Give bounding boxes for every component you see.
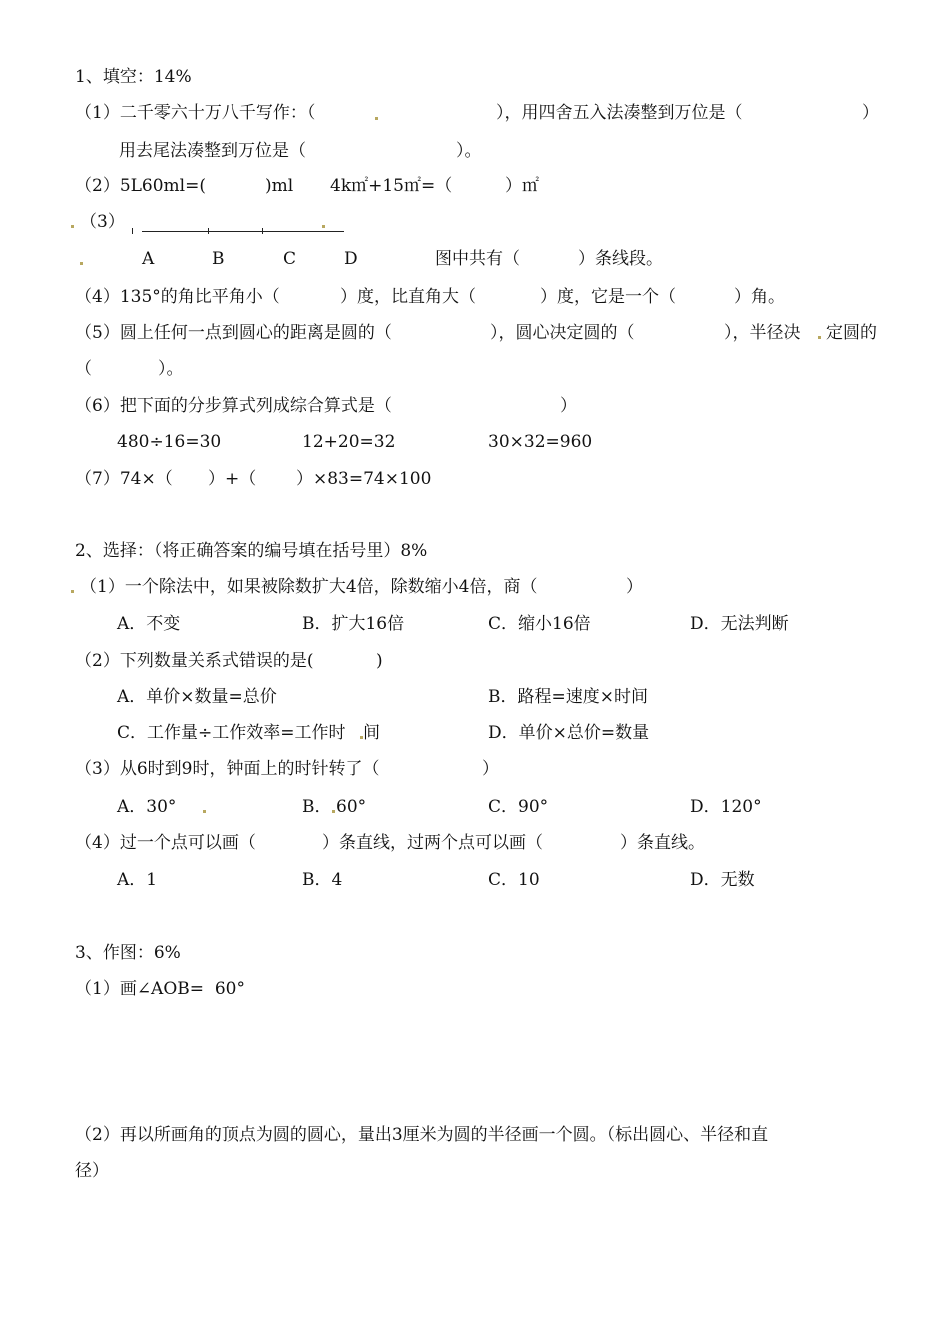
q2-3-text: （3）从6时到9时，钟面上的时针转了（ [75,759,380,779]
scan-dot [332,810,335,813]
q1-6-text-a: （6）把下面的分步算式列成综合算式是（ [75,396,392,416]
q2-1-text: （1）一个除法中，如果被除数扩大4倍，除数缩小4倍，商（ [80,577,538,597]
q1-2-text-b: )ml [265,176,294,196]
point-label-d: D [344,249,358,269]
q1-7-text-b: ）+（ [208,469,257,489]
section2-title: 2、选择：（将正确答案的编号填在括号里）8% [75,541,428,561]
q2-2-option-c-end: 间 [363,723,380,743]
q1-6-step-1: 480÷16=30 [117,432,222,452]
q2-3-option-a: A．30° [117,797,177,817]
q2-1-text-end: ） [626,577,643,597]
q1-4-text-a: （4）135°的角比平角小（ [75,287,280,307]
q2-4-text-c: ）条直线。 [620,833,705,853]
q2-2-option-a: A．单价×数量=总价 [117,687,277,707]
section3-title: 3、作图：6% [75,943,181,963]
section1-title: 1、填空：14% [75,67,192,87]
q2-3-option-c: C．90° [488,797,549,817]
line-segment-abcd [142,231,344,232]
q1-4-text-c: ）度，它是一个（ [540,287,676,307]
q1-1-text-c: ） [862,103,879,123]
scan-dot [818,336,821,339]
q1-1-text-b: ），用四舍五入法凑整到万位是（ [496,103,743,123]
point-label-c: C [283,249,297,269]
q2-4-text-b: ）条直线，过两个点可以画（ [322,833,543,853]
q1-7-text-a: （7）74×（ [75,469,173,489]
q2-3-option-b-value: 60° [336,797,367,817]
q1-5-text-d: 定圆的 [826,323,877,343]
q1-2-text-c: 4k㎡+15㎡=（ [330,176,453,196]
q2-3-option-b-label: B． [302,797,332,817]
q2-2-option-b: B．路程=速度×时间 [488,687,648,707]
q1-4-text-d: ）角。 [734,287,785,307]
q1-1-text-a: （1）二千零六十万八千写作：（ [75,103,316,123]
q2-1-option-d: D．无法判断 [690,614,789,634]
point-label-b: B [212,249,225,269]
q1-4-text-b: ）度，比直角大（ [340,287,476,307]
q2-4-option-b: B．4 [302,870,343,890]
q1-2-text-a: （2）5L60ml=( [75,176,206,196]
q2-3-option-d: D．120° [690,797,762,817]
q2-1-option-b: B．扩大16倍 [302,614,405,634]
q1-6-step-3: 30×32=960 [488,432,593,452]
q2-4-option-c: C．10 [488,870,540,890]
q2-4-option-d: D．无数 [690,870,755,890]
q1-5-line2-b: ）。 [158,359,184,379]
q1-5-text-c: ），半径决 [724,323,801,343]
scan-dot [71,590,74,593]
q1-5-text-b: ），圆心决定圆的（ [490,323,635,343]
q3-1-text: （1）画∠AOB= 60° [75,979,245,999]
q2-2-text-end: ) [376,651,383,671]
segment-end-tick [132,228,133,234]
q1-7-text-c: ）×83=74×100 [296,469,432,489]
q2-1-option-c: C．缩小16倍 [488,614,591,634]
q1-3-label: （3） [80,212,125,232]
scan-dot [322,225,325,228]
q1-3-text-a: 图中共有（ [435,249,520,269]
q2-1-option-a: A．不变 [117,614,181,634]
point-b-tick [208,228,209,234]
scan-dot [71,225,74,228]
q1-1-line2-a: 用去尾法凑整到万位是（ [119,141,306,161]
q1-6-step-2: 12+20=32 [302,432,396,452]
q1-5-line2-a: （ [75,359,92,379]
scan-dot [80,262,83,265]
q1-5-text-a: （5）圆上任何一点到圆心的距离是圆的（ [75,323,392,343]
q1-3-text-b: ）条线段。 [578,249,663,269]
q3-2-line1: （2）再以所画角的顶点为圆的圆心，量出3厘米为圆的半径画一个圆。（标出圆心、半径和直 [75,1125,769,1145]
q1-6-text-b: ） [560,396,577,416]
scan-dot [203,810,206,813]
scan-dot [375,117,378,120]
q2-2-option-d: D．单价×总价=数量 [488,723,650,743]
q2-4-option-a: A．1 [117,870,158,890]
point-label-a: A [142,249,155,269]
q1-2-text-d: ）㎡ [505,176,539,196]
q3-2-line2: 径） [75,1161,109,1181]
q2-2-option-c: C．工作量÷工作效率=工作时 [117,723,346,743]
q2-4-text-a: （4）过一个点可以画（ [75,833,256,853]
point-c-tick [262,228,263,234]
q2-2-text: （2）下列数量关系式错误的是( [75,651,314,671]
q2-3-text-end: ） [482,759,499,779]
q1-1-line2-b: ）。 [456,141,482,161]
